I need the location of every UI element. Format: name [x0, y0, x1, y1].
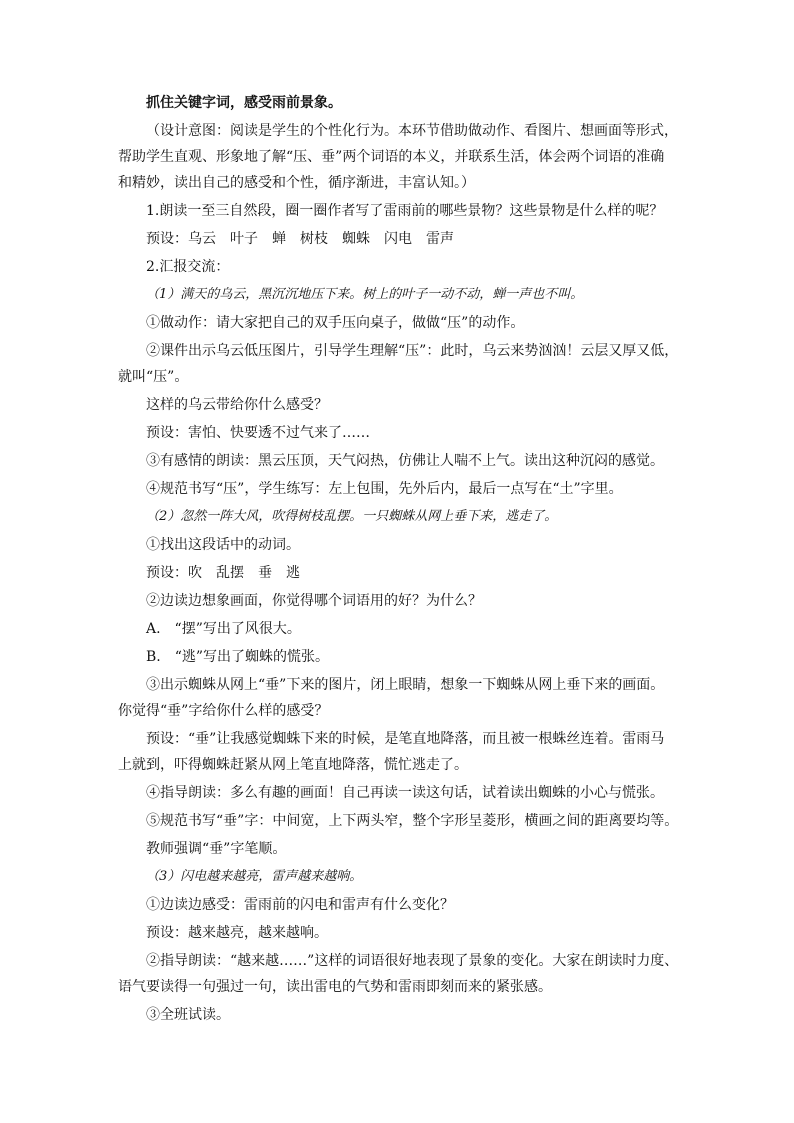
preset-scenery: 预设：乌云 叶子 蝉 树枝 蜘蛛 闪电 雷声	[146, 231, 454, 247]
show-spider-picture-cont: 你觉得“垂”字给你什么样的感受？	[118, 703, 329, 719]
writing-chui: ⑤规范书写“垂”字：中间宽，上下两头窄，整个字形呈菱形，横画之间的距离要均等。	[146, 813, 679, 829]
guided-reading-2: ②指导朗读：“越来越……”这样的词语很好地表现了景象的变化。大家在朗读时力度、	[146, 953, 679, 969]
option-a: A. “摆”写出了风很大。	[146, 621, 301, 637]
guided-reading-2-cont: 语气要读得一句强过一句，读出雷电的气势和雷雨即刻而来的紧张感。	[118, 979, 552, 995]
show-cloud-picture-cont: 就叫“压”。	[118, 369, 189, 385]
quote-2: （2）忽然一阵大风，吹得树枝乱摆。一只蜘蛛从网上垂下来，逃走了。	[146, 509, 558, 524]
preset-chui: 预设：“垂”让我感觉蜘蛛下来的时候，是笔直地降落，而且被一根蛛丝连着。雷雨马	[146, 731, 665, 747]
action-press: ①做动作：请大家把自己的双手压向桌子，做做“压”的动作。	[146, 315, 525, 331]
preset-changes: 预设：越来越亮，越来越响。	[146, 925, 328, 941]
class-reading: ③全班试读。	[146, 1007, 230, 1023]
lesson-text	[118, 93, 684, 1033]
design-intent-line-3: 和精妙，读出自己的感受和个性，循序渐进，丰富认知。）	[118, 175, 475, 191]
quote-3: （3）闪电越来越亮，雷声越来越响。	[146, 869, 363, 884]
design-intent-line-1: （设计意图：阅读是学生的个性化行为。本环节借助做动作、看图片、想画面等形式，	[146, 123, 678, 139]
emotional-reading: ③有感情的朗读：黑云压顶，天气闷热，仿佛让人喘不上气。读出这种沉闷的感觉。	[146, 453, 664, 469]
stroke-order: 教师强调“垂”字笔顺。	[146, 841, 287, 857]
preset-feeling: 预设：害怕、快要透不过气来了……	[146, 425, 370, 441]
find-verbs: ①找出这段话中的动词。	[146, 537, 300, 553]
design-intent-line-2: 帮助学生直观、形象地了解“压、垂”两个词语的本义，并联系生活，体会两个词语的准确	[118, 149, 665, 165]
step-2-report: 2.汇报交流：	[146, 259, 230, 275]
show-spider-picture: ③出示蜘蛛从网上“垂”下来的图片，闭上眼睛，想象一下蜘蛛从网上垂下来的画面。	[146, 677, 665, 693]
question-feeling: 这样的乌云带给你什么感受？	[146, 397, 328, 413]
quote-1: （1）满天的乌云，黑沉沉地压下来。树上的叶子一动不动，蝉一声也不叫。	[146, 287, 584, 302]
read-and-feel: ①边读边感受：雷雨前的闪电和雷声有什么变化？	[146, 897, 454, 913]
preset-verbs: 预设：吹 乱摆 垂 逃	[146, 565, 300, 581]
step-1-read: 1.朗读一至三自然段，圈一圈作者写了雷雨前的哪些景物？这些景物是什么样的呢？	[146, 203, 664, 219]
writing-ya: ④规范书写“压”，学生练写：左上包围，先外后内，最后一点写在“土”字里。	[146, 481, 623, 497]
section-heading: 抓住关键字词，感受雨前景象。	[146, 95, 342, 111]
guided-reading: ④指导朗读：多么有趣的画面！自己再读一读这句话，试着读出蜘蛛的小心与慌张。	[146, 785, 664, 801]
imagine-picture: ②边读边想象画面，你觉得哪个词语用的好？为什么？	[146, 593, 482, 609]
show-cloud-picture: ②课件出示乌云低压图片，引导学生理解“压”：此时，乌云来势汹汹！云层又厚又低，	[146, 343, 679, 359]
option-b: B. “逃”写出了蜘蛛的慌张。	[146, 649, 330, 665]
preset-chui-cont: 上就到，吓得蜘蛛赶紧从网上笔直地降落，慌忙逃走了。	[118, 757, 468, 773]
